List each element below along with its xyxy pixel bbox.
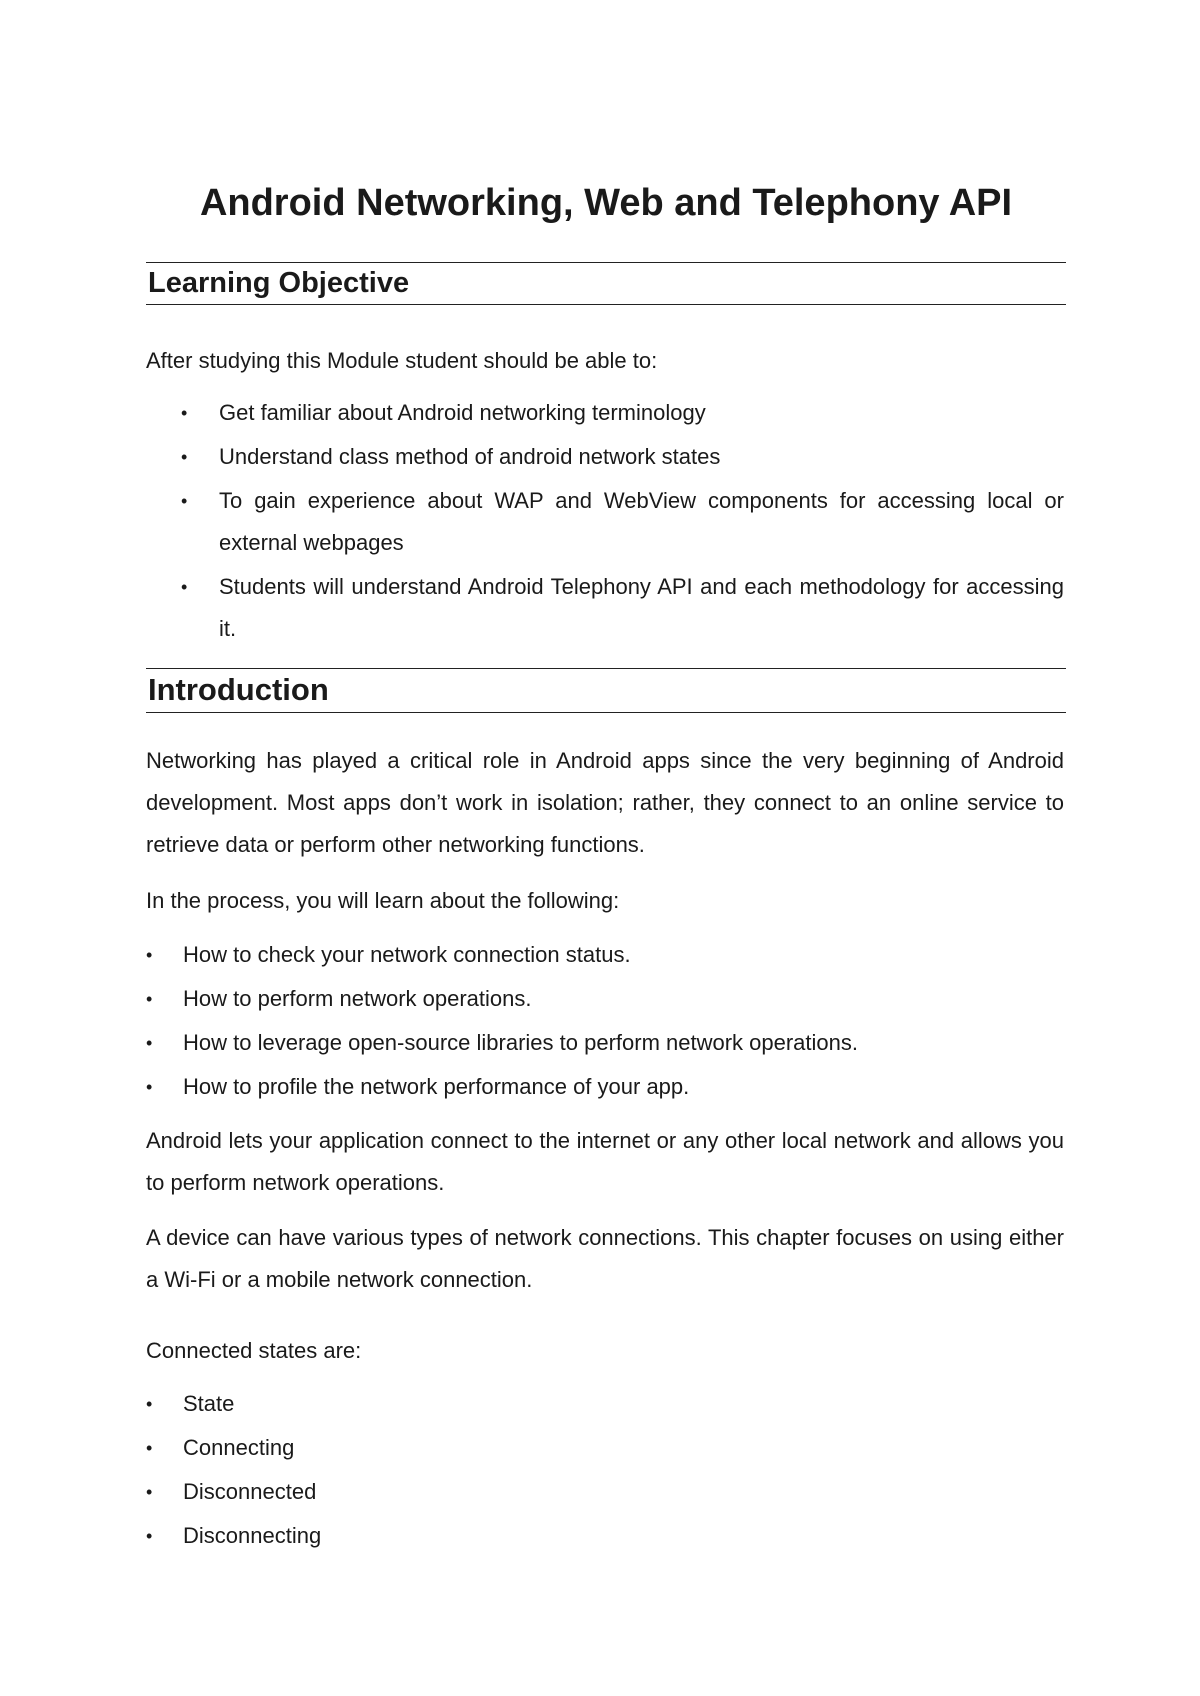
bullet-icon: •	[146, 1394, 153, 1414]
list-item-text: Students will understand Android Telephony API and each methodology for accessing it.	[219, 574, 1064, 641]
introduction-paragraph-4: A device can have various types of network connections. This chapter focuses on using either a Wi-Fi or a mobile network connection.	[146, 1225, 1064, 1292]
bullet-icon: •	[146, 945, 153, 965]
introduction-paragraph-5: Connected states are:	[146, 1338, 362, 1363]
list-item	[146, 977, 1063, 1021]
document-title: Android Networking, Web and Telephony API	[199, 182, 1013, 224]
connected-states-list	[146, 1382, 1063, 1558]
list-item-text: Get familiar about Android networking terminology	[219, 400, 706, 425]
bullet-icon: •	[181, 577, 188, 597]
list-item-text: To gain experience about WAP and WebView components for accessing local or external webpages	[219, 488, 1064, 555]
section-heading-learning-objective: Learning Objective	[146, 262, 1066, 305]
list-item	[181, 480, 1064, 564]
list-item-text: How to perform network operations.	[183, 986, 532, 1011]
bullet-icon: •	[146, 1526, 153, 1546]
list-item-text: Understand class method of android network states	[219, 444, 721, 469]
objective-intro-paragraph: After studying this Module student should be able to:	[146, 348, 658, 373]
list-item	[146, 1426, 1063, 1470]
bullet-icon: •	[181, 447, 188, 467]
list-item-text: How to check your network connection status.	[183, 942, 631, 967]
bullet-icon: •	[181, 403, 188, 423]
list-item-text: Disconnected	[183, 1479, 317, 1504]
list-item-text: Disconnecting	[183, 1523, 322, 1548]
bullet-icon: •	[181, 491, 188, 511]
bullet-icon: •	[146, 989, 153, 1009]
introduction-paragraph-2: In the process, you will learn about the following:	[146, 888, 620, 913]
introduction-list	[146, 933, 1063, 1109]
bullet-icon: •	[146, 1033, 153, 1053]
list-item	[146, 1470, 1063, 1514]
list-item	[181, 566, 1064, 650]
bullet-icon: •	[146, 1077, 153, 1097]
list-item-text: How to profile the network performance of your app.	[183, 1074, 690, 1099]
bullet-icon: •	[146, 1482, 153, 1502]
list-item	[146, 1382, 1063, 1426]
list-item	[181, 392, 1064, 434]
list-item	[146, 1021, 1063, 1065]
list-item	[181, 436, 1064, 478]
introduction-paragraph-1: Networking has played a critical role in Android apps since the very beginning of Android development. Most apps don’t work in isolation; rather, they connect to an online service to retrieve data or perform other networking functions.	[146, 748, 1064, 857]
list-item	[146, 933, 1063, 977]
list-item-text: Connecting	[183, 1435, 295, 1460]
section-heading-introduction: Introduction	[146, 668, 1066, 713]
list-item-text: How to leverage open-source libraries to perform network operations.	[183, 1030, 858, 1055]
introduction-paragraph-3: Android lets your application connect to the internet or any other local network and allows you to perform network operations.	[146, 1128, 1064, 1195]
objective-list	[181, 392, 1064, 652]
list-item	[146, 1514, 1063, 1558]
list-item-text: State	[183, 1391, 235, 1416]
bullet-icon: •	[146, 1438, 153, 1458]
list-item	[146, 1065, 1063, 1109]
